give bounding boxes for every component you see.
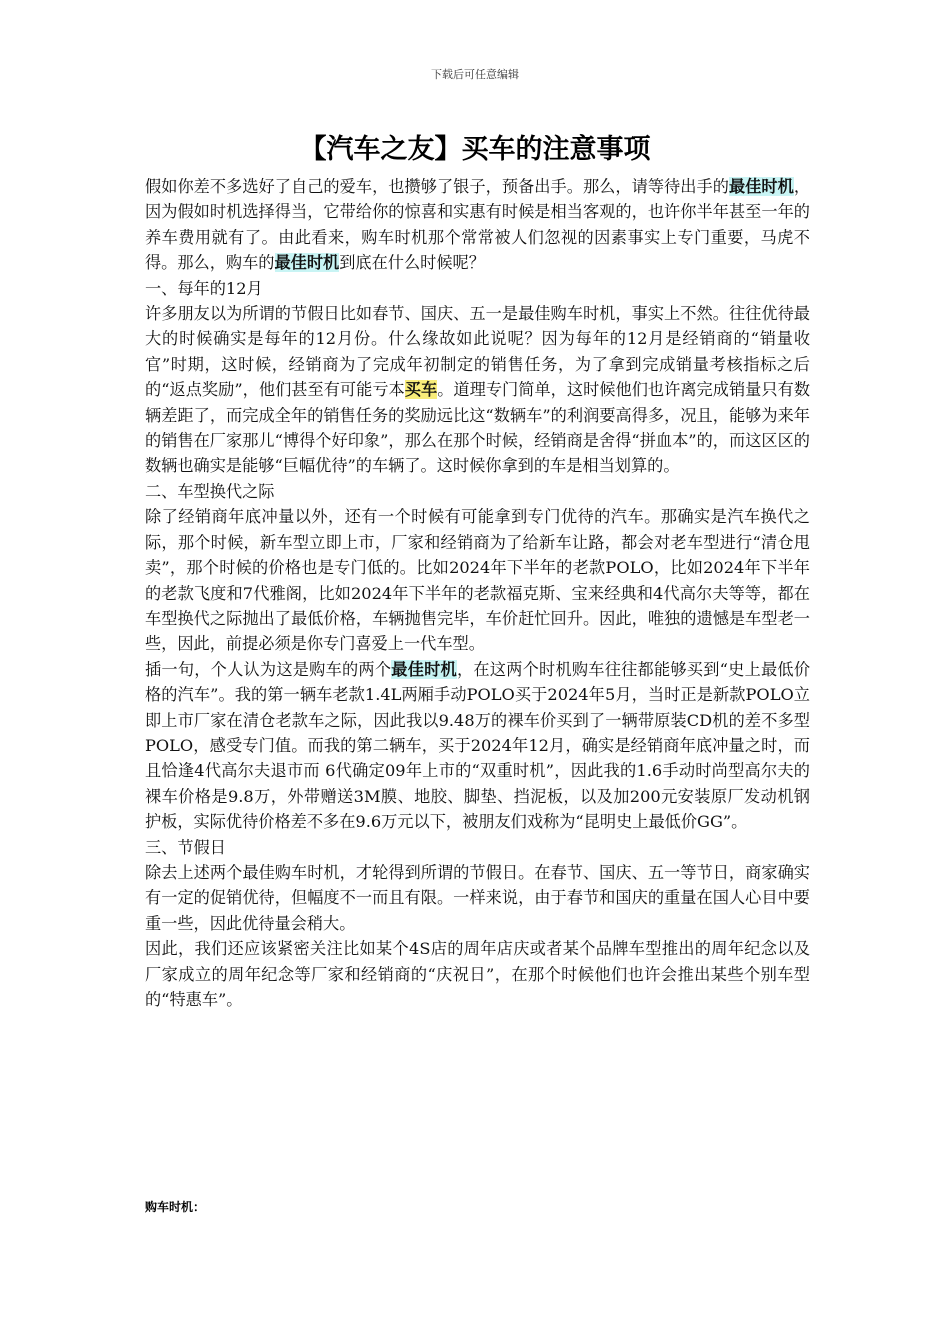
- text-span: 。道理专门简单，这时候他们也许离完成销量只有数辆差距了，而完成全年的销售任务的奖励远比这“数辆车”的利润要高得多，况且，能够为来年的销售在厂家那儿“博得个好印象”，那么在那个时候，经销商是舍得“拼血本”的，而这区区的数辆也确实是能够“巨幅优待”的车辆了。这时候你拿到的车是相当划算的。: [145, 380, 811, 476]
- text-span: 许多朋友以为所谓的节假日比如春节、国庆、五一是最佳购车时机，事实上不然。往往优待最大的时候确实是每年的12月份。什么缘故如此说呢？因为每年的12月是经销商的“销量收官”时期，这时候，经销商为了完成年初制定的销售任务，为了拿到完成销量考核指标之后的“返点奖励”，他们甚至有可能亏本: [145, 304, 810, 400]
- text-span: 假如你差不多选好了自己的爱车，也攒够了银子，预备出手。那么，请等待出手的: [145, 177, 729, 196]
- highlight-buy-car[interactable]: 买车: [404, 380, 438, 400]
- text-span: 到底在什么时候呢？: [339, 253, 485, 273]
- text-span: ，因为假如时机选择得当，它带给你的惊喜和实惠有时候是相当客观的，也许你半年甚至一年的养车费用就有了。由此看来，购车时机那个常常被人们忽视的因素事实上专门重要，马虎不得。那么，购车的: [145, 177, 811, 273]
- paragraph-personal-note: [145, 657, 810, 835]
- highlight-best-timing[interactable]: 最佳时机: [391, 659, 457, 679]
- purchase-timing-label: 购车时机：: [145, 1200, 206, 1214]
- page-header: 下载后可任意编辑: [431, 68, 519, 81]
- paragraph-model-change: 除了经销商年底冲量以外，还有一个时候有可能拿到专门优待的汽车。那确实是汽车换代之际，那个时候，新车型立即上市，厂家和经销商为了给新车让路，都会对老车型进行“清仓甩卖”，那个时候的价格也是专门低的。比如2024年下半年的老款POLO，比如2024年下半年的老款飞度和7代雅阁，比如2024年下半年的老款福克斯、宝来经典和4代高尔夫等等，都在车型换代之际抛出了最低价格，车辆抛售完毕，车价赶忙回升。因此，唯独的遗憾是车型老一些，因此，前提必须是你专门喜爱上一代车型。: [145, 507, 810, 654]
- highlight-best-timing[interactable]: 最佳时机: [274, 253, 340, 273]
- highlight-best-timing[interactable]: 最佳时机: [728, 177, 794, 196]
- section-heading-december: 一、每年的12月: [145, 278, 263, 298]
- text-span: 插一句，个人认为这是购车的两个: [145, 659, 392, 679]
- paragraph-december: [145, 301, 810, 479]
- section-heading-holidays: 三、节假日: [145, 837, 226, 857]
- paragraph-anniversaries: 因此，我们还应该紧密关注比如某个4S店的周年店庆或者某个品牌车型推出的周年纪念以及厂家成立的周年纪念等厂家和经销商的“庆祝日”，在那个时候他们也许会推出某些个别车型的“特惠车”。: [145, 939, 810, 1009]
- document-title: 【汽车之友】买车的注意事项: [299, 134, 651, 165]
- text-span: ，在这两个时机购车往往都能够买到“史上最低价格的汽车”。我的第一辆车老款1.4L两厢手动POLO买于2024年5月，当时正是新款POLO立即上市厂家在清仓老款车之际，因此我以9.48万的裸车价买到了一辆带原装CD机的差不多型POLO，感受专门值。而我的第二辆车，买于2024年12月，确实是经销商年底冲量之时，而且恰逢4代高尔夫退市而 6代确定09年上市的“双重时机”，因此我的1.6手动时尚型高尔夫的裸车价格是9.8万，外带赠送3M膜、地胶、脚垫、挡泥板，以及加200元安装原厂发动机钢护板，实际优待价格差不多在9.6万元以下，被朋友们戏称为“昆明史上最低价GG”。: [145, 659, 811, 832]
- paragraph-intro: [145, 174, 810, 276]
- section-heading-model-change: 二、车型换代之际: [145, 481, 275, 501]
- article-body: [145, 174, 810, 1012]
- paragraph-holidays: 除去上述两个最佳购车时机，才轮得到所谓的节假日。在春节、国庆、五一等节日，商家确实有一定的促销优待，但幅度不一而且有限。一样来说，由于春节和国庆的重量在国人心目中要重一些，因此优待量会稍大。: [145, 862, 810, 933]
